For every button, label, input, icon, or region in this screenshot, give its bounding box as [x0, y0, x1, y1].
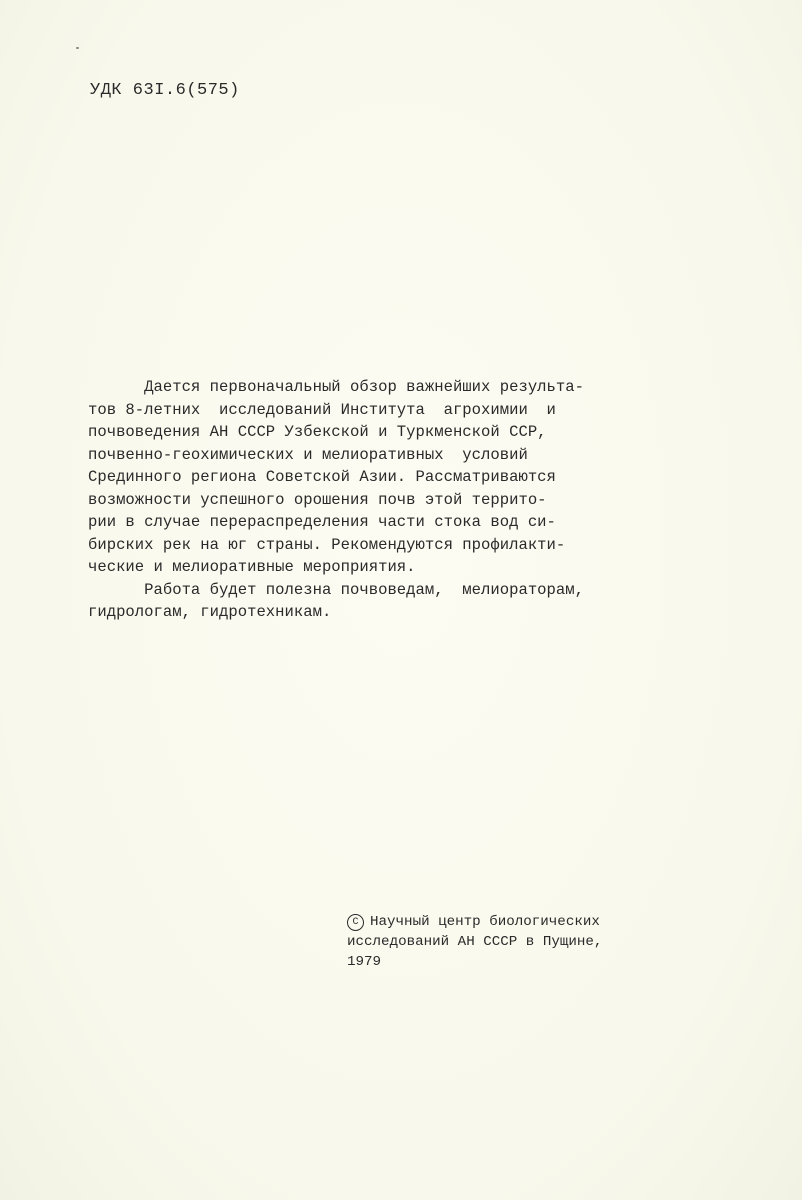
copyright-line-2: исследований АН СССР в Пущине, — [347, 934, 603, 950]
abstract-line: почвенно-геохимических и мелиоративных условий — [88, 445, 528, 464]
abstract-line: Дается первоначальный обзор важнейших результа- — [88, 378, 584, 396]
abstract-line: возможности успешного орошения почв этой террито- — [88, 490, 547, 509]
copyright-line-1 — [347, 912, 607, 932]
copyright-block — [347, 912, 607, 972]
copyright-publisher: Научный центр биологических — [370, 914, 600, 930]
copyright-icon: C — [347, 914, 364, 931]
abstract-line: Работа будет полезна почвоведам, мелиораторам, — [88, 580, 584, 599]
abstract-line: Срединного региона Советской Азии. Рассматриваются — [88, 468, 556, 486]
abstract-line: рии в случае перераспределения части стока вод си- — [88, 513, 556, 531]
abstract-line: ческие и мелиоративные мероприятия. — [88, 558, 416, 576]
abstract-line: тов 8-летних исследований Института агрохимии и — [88, 400, 556, 419]
abstract-line: почвоведения АН СССР Узбекской и Туркменской ССР, — [88, 423, 547, 441]
udk-code: УДК 63I.6(575) — [90, 81, 240, 100]
abstract-line: гидрологам, гидротехникам. — [88, 603, 332, 621]
copyright-year: 1979 — [347, 954, 382, 970]
abstract-line: бирских рек на юг страны. Рекомендуются профилакти- — [88, 535, 566, 554]
page-speck — [76, 47, 79, 49]
abstract-paragraph — [88, 376, 584, 624]
